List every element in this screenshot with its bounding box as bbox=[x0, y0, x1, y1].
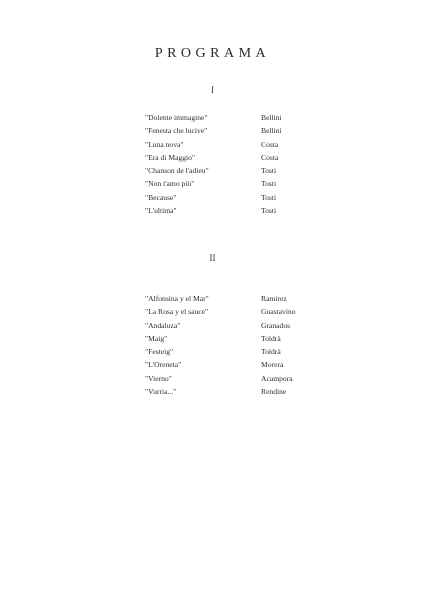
piece-title: "Vurria..." bbox=[145, 387, 177, 397]
piece-title: "Alfonsina y el Mar" bbox=[145, 294, 209, 303]
composer-name: Guastavino bbox=[261, 307, 296, 317]
piece-title: "Luna nova" bbox=[145, 139, 184, 149]
program-item bbox=[145, 372, 320, 385]
section-numeral-2: II bbox=[209, 253, 216, 263]
composer-name: Rendine bbox=[261, 387, 287, 397]
piece-title: "Chanson de l'adieu" bbox=[145, 166, 209, 176]
piece-title: "Vierno" bbox=[145, 373, 172, 383]
composer-name: Tosti bbox=[261, 206, 277, 216]
composer-name: Toldrà bbox=[261, 333, 281, 343]
program-item bbox=[145, 164, 320, 177]
composer-name: Toldrà bbox=[261, 347, 281, 357]
piece-title: "Festeig" bbox=[145, 347, 174, 357]
program-item bbox=[145, 124, 320, 137]
piece-title: "Era di Maggio" bbox=[145, 152, 196, 162]
program-list-section-2 bbox=[145, 292, 320, 398]
composer-name: Ramirez bbox=[261, 294, 287, 303]
program-item bbox=[145, 138, 320, 151]
piece-title: "Maig" bbox=[145, 333, 168, 343]
program-item bbox=[145, 151, 320, 164]
composer-name: Bellini bbox=[261, 126, 282, 136]
program-item bbox=[145, 332, 320, 345]
composer-name: Morera bbox=[261, 360, 284, 370]
program-item bbox=[145, 305, 320, 318]
program-item bbox=[145, 345, 320, 358]
composer-name: Tosti bbox=[261, 192, 277, 202]
composer-name: Costa bbox=[261, 139, 279, 149]
piece-title: "La Rosa y el sauce" bbox=[145, 307, 209, 317]
section-numeral-1: I bbox=[211, 85, 214, 95]
page-title: PROGRAMA bbox=[154, 46, 271, 61]
piece-title: "L'Oreneta" bbox=[145, 360, 182, 370]
program-item bbox=[145, 358, 320, 371]
program-item bbox=[145, 292, 320, 305]
piece-title: "Andaluza" bbox=[145, 320, 181, 330]
composer-name: Granados bbox=[261, 320, 291, 330]
composer-name: Tosti bbox=[261, 179, 277, 189]
program-item bbox=[145, 111, 320, 124]
program-item bbox=[145, 177, 320, 190]
program-item bbox=[145, 204, 320, 217]
piece-title: "Because" bbox=[145, 192, 177, 202]
program-item bbox=[145, 319, 320, 332]
piece-title: "L'ultima" bbox=[145, 206, 177, 216]
composer-name: Tosti bbox=[261, 166, 277, 176]
program-list-section-1 bbox=[145, 111, 320, 217]
composer-name: Costa bbox=[261, 152, 279, 162]
program-item bbox=[145, 191, 320, 204]
piece-title: "Fenesta che lucive" bbox=[145, 126, 208, 136]
piece-title: "Non t'amo più" bbox=[145, 179, 195, 189]
program-item bbox=[145, 385, 320, 398]
piece-title: "Dolente immagine" bbox=[145, 113, 208, 122]
composer-name: Bellini bbox=[261, 113, 282, 122]
composer-name: Acampora bbox=[261, 373, 293, 383]
